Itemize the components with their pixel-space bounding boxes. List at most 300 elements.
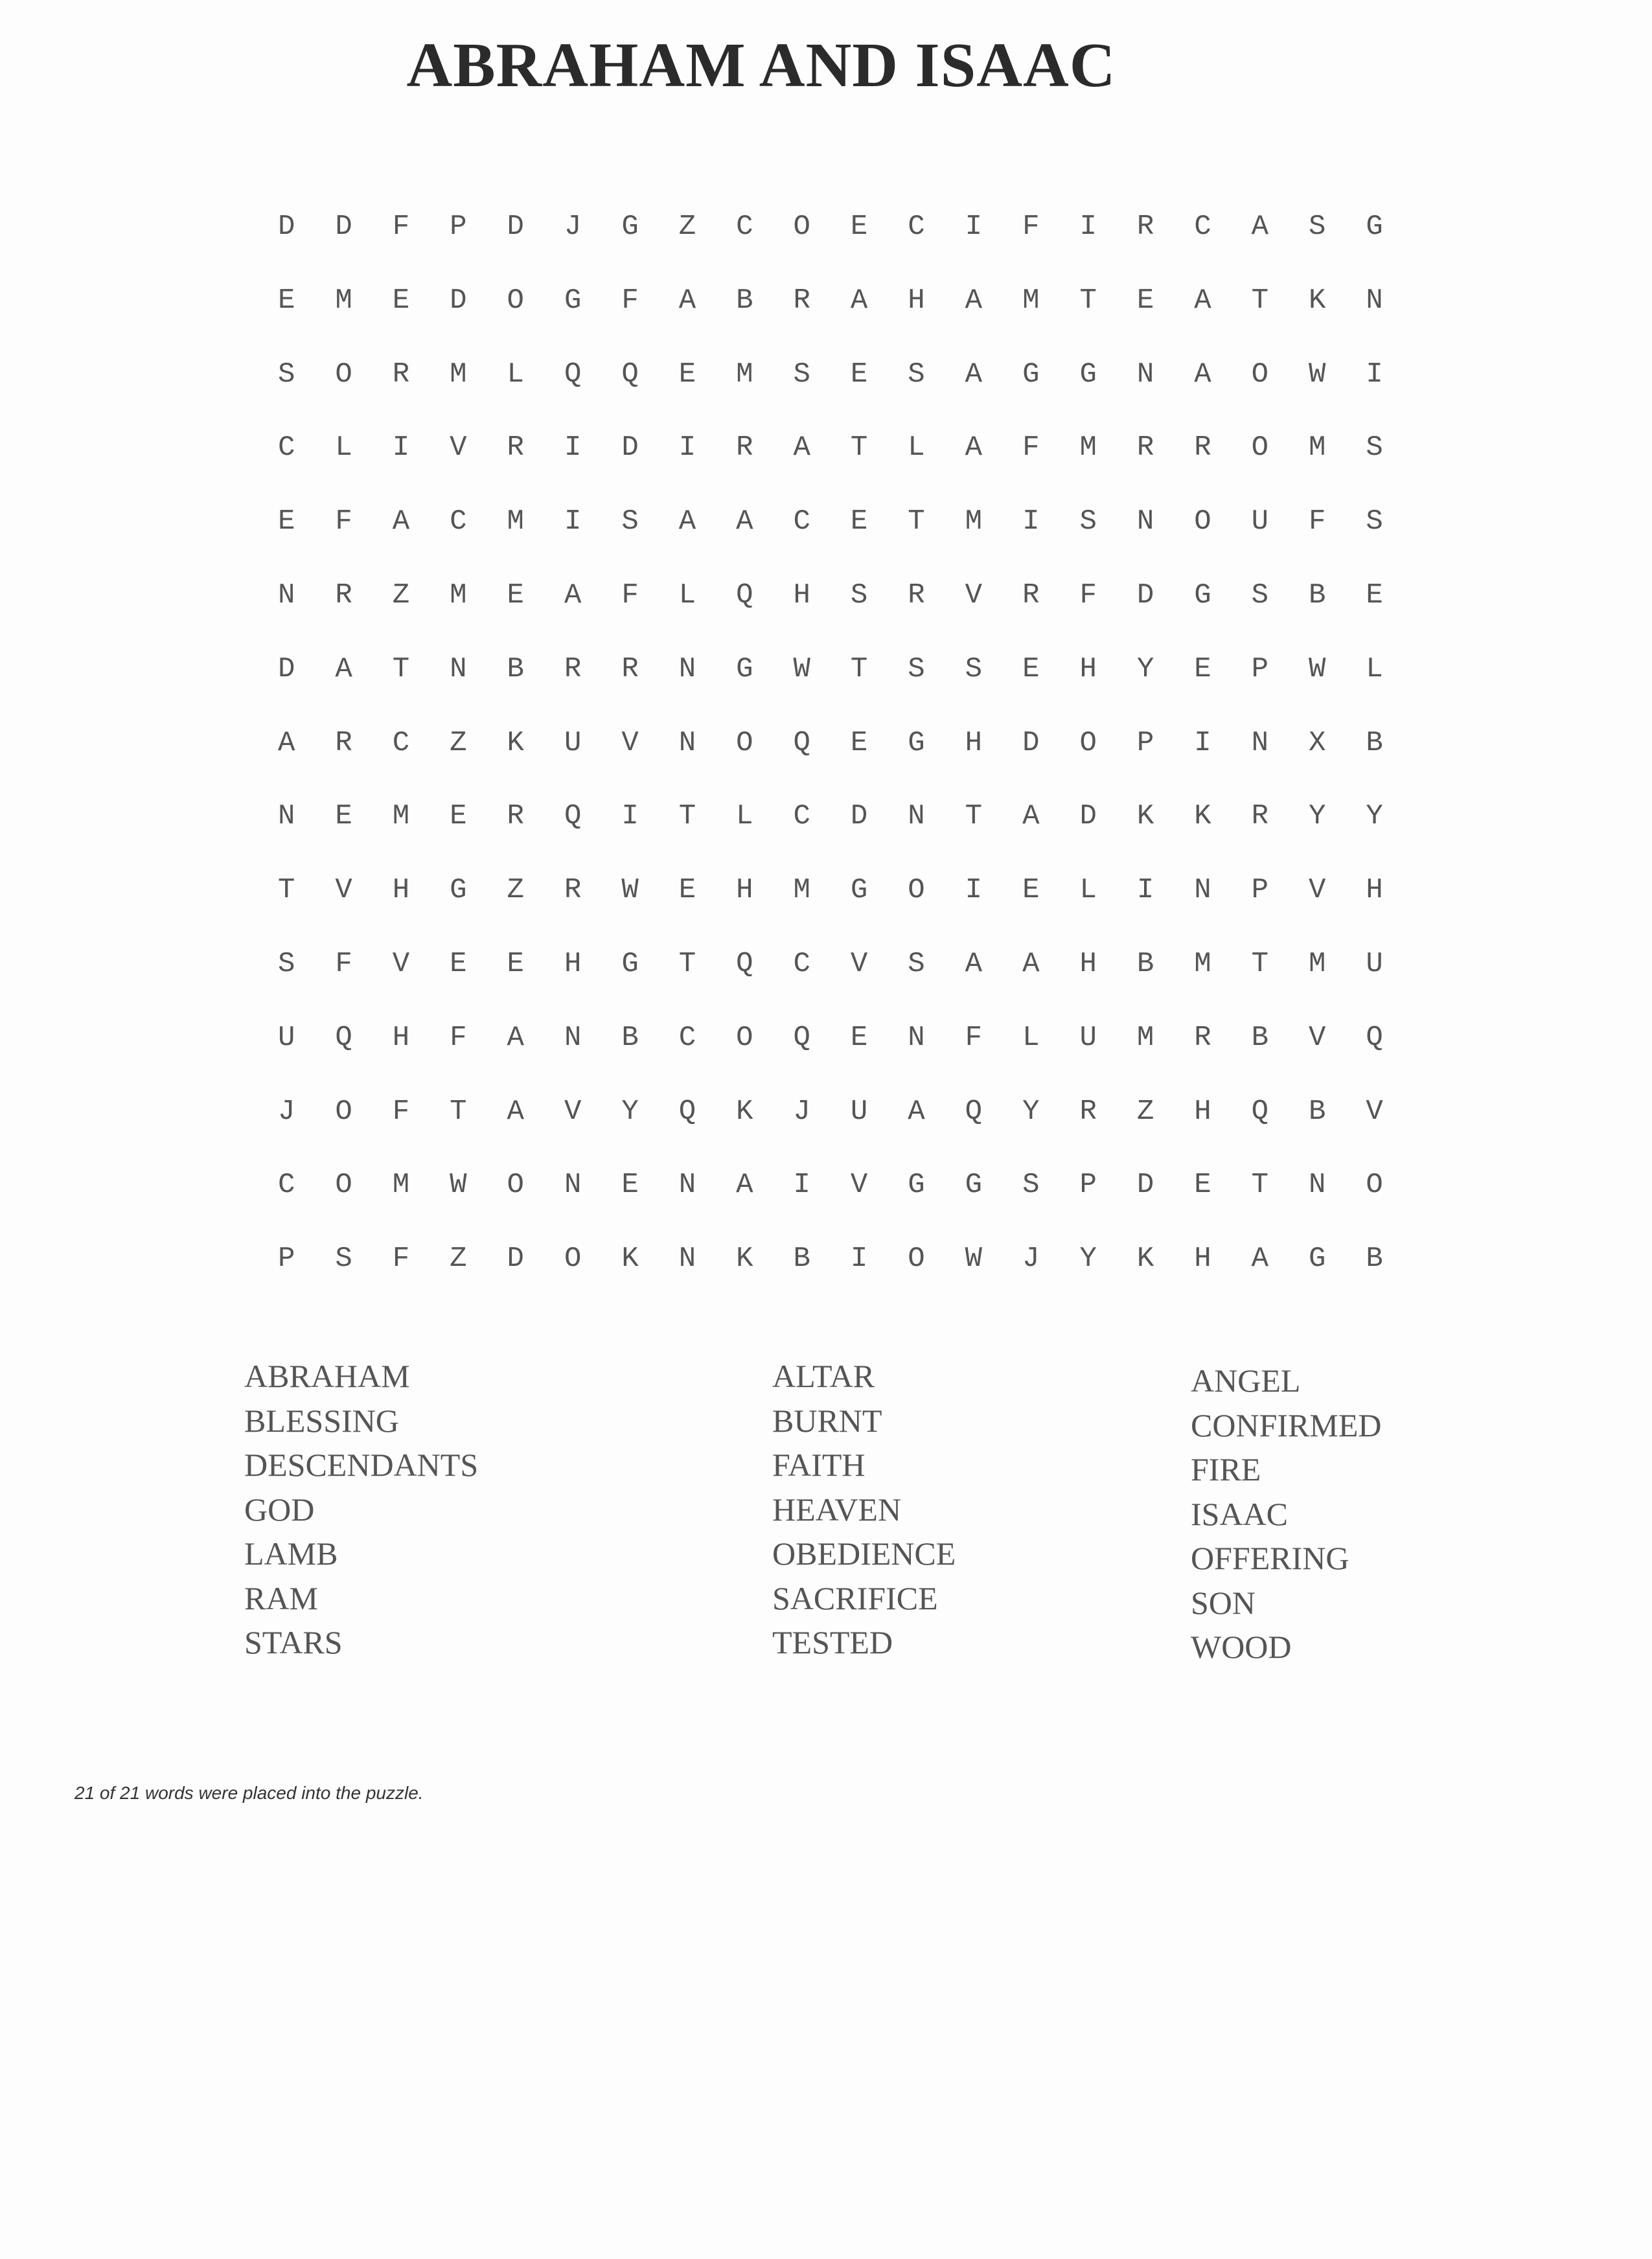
grid-letter: Z [507, 874, 524, 907]
grid-letter: N [908, 1021, 925, 1054]
grid-letter: Z [450, 726, 467, 759]
grid-letter: G [564, 284, 582, 317]
grid-letter: R [507, 431, 524, 464]
grid-letter: U [1251, 505, 1269, 538]
placement-note: 21 of 21 words were placed into the puzzle. [75, 1783, 424, 1803]
grid-letter: Y [1309, 800, 1326, 833]
word-list-item: ALTAR [772, 1358, 875, 1394]
grid-letter: Q [1366, 1021, 1383, 1054]
grid-letter: I [392, 431, 410, 464]
grid-letter: K [621, 1243, 639, 1276]
grid-letter: E [850, 726, 868, 759]
grid-letter: W [1309, 652, 1326, 685]
grid-letter: M [1309, 947, 1326, 980]
grid-letter: N [277, 800, 295, 833]
grid-letter: C [277, 431, 295, 464]
grid-letter: F [392, 1095, 410, 1128]
grid-letter: K [507, 726, 524, 759]
grid-letter: L [507, 358, 524, 391]
grid-letter: S [908, 947, 925, 980]
word-list-item: LAMB [244, 1535, 338, 1572]
grid-letter: O [1251, 358, 1269, 391]
word-list-item: ISAAC [1191, 1495, 1289, 1532]
grid-letter: O [1366, 1169, 1383, 1202]
grid-letter: R [1079, 1095, 1097, 1128]
grid-letter: M [1022, 284, 1040, 317]
grid-letter: Y [1136, 652, 1154, 685]
grid-letter: R [1022, 579, 1040, 612]
grid-letter: K [736, 1243, 753, 1276]
grid-letter: S [621, 505, 639, 538]
grid-letter: F [621, 579, 639, 612]
grid-letter: G [1022, 358, 1040, 391]
grid-letter: C [908, 211, 925, 243]
grid-letter: H [908, 284, 925, 317]
grid-letter: A [564, 579, 582, 612]
grid-letter: L [908, 431, 925, 464]
word-list-item: CONFIRMED [1191, 1406, 1382, 1443]
grid-letter: V [965, 579, 983, 612]
grid-letter: O [736, 726, 753, 759]
grid-letter: A [392, 505, 410, 538]
grid-letter: S [335, 1243, 352, 1276]
grid-letter: A [965, 358, 983, 391]
grid-letter: K [1194, 800, 1211, 833]
grid-letter: B [1136, 947, 1154, 980]
grid-letter: A [507, 1095, 524, 1128]
grid-letter: T [678, 800, 696, 833]
grid-letter: M [1079, 431, 1097, 464]
grid-letter: D [1136, 1169, 1154, 1202]
grid-letter: B [1309, 579, 1326, 612]
grid-letter: D [1136, 579, 1154, 612]
grid-letter: S [908, 358, 925, 391]
grid-letter: I [1079, 211, 1097, 243]
grid-letter: R [335, 726, 352, 759]
grid-letter: E [678, 358, 696, 391]
grid-letter: C [277, 1169, 295, 1202]
grid-letter: V [1309, 1021, 1326, 1054]
word-list-item: ANGEL [1191, 1362, 1301, 1399]
grid-letter: Q [793, 726, 810, 759]
grid-letter: Q [793, 1021, 810, 1054]
word-list-column-1 [244, 1354, 478, 1665]
grid-letter: E [507, 579, 524, 612]
grid-letter: N [450, 652, 467, 685]
grid-letter: A [793, 431, 810, 464]
grid-letter: T [965, 800, 983, 833]
word-list-item: TESTED [772, 1624, 893, 1660]
grid-letter: J [277, 1095, 295, 1128]
word-list-item: OFFERING [1191, 1540, 1349, 1576]
grid-letter: T [1251, 1169, 1269, 1202]
grid-letter: S [1366, 431, 1383, 464]
grid-letter: M [1309, 431, 1326, 464]
grid-letter: E [277, 505, 295, 538]
grid-letter: D [277, 652, 295, 685]
grid-letter: O [1251, 431, 1269, 464]
grid-letter: L [1366, 652, 1383, 685]
page-title: ABRAHAM AND ISAAC [406, 30, 1116, 100]
grid-letter: S [277, 947, 295, 980]
grid-letter: C [1194, 211, 1211, 243]
word-list-item: WOOD [1191, 1629, 1292, 1665]
grid-letter: L [678, 579, 696, 612]
grid-letter: A [1194, 284, 1211, 317]
grid-letter: A [277, 726, 295, 759]
grid-letter: Y [621, 1095, 639, 1128]
grid-letter: O [908, 874, 925, 907]
word-list-item: BURNT [772, 1402, 882, 1439]
word-list-column-2 [772, 1354, 956, 1665]
grid-letter: Q [678, 1095, 696, 1128]
word-list-item: RAM [244, 1579, 318, 1616]
word-list-item: OBEDIENCE [772, 1535, 956, 1572]
grid-letter: F [621, 284, 639, 317]
grid-letter: T [450, 1095, 467, 1128]
grid-letter: T [908, 505, 925, 538]
grid-letter: L [1022, 1021, 1040, 1054]
grid-letter: E [850, 505, 868, 538]
grid-letter: T [1251, 947, 1269, 980]
grid-letter: R [793, 284, 810, 317]
grid-letter: T [1251, 284, 1269, 317]
grid-letter: A [736, 1169, 753, 1202]
grid-letter: A [507, 1021, 524, 1054]
grid-letter: J [564, 211, 582, 243]
grid-letter: A [1251, 211, 1269, 243]
grid-letter: F [392, 211, 410, 243]
grid-letter: H [392, 1021, 410, 1054]
grid-letter: G [1194, 579, 1211, 612]
grid-letter: Z [678, 211, 696, 243]
word-list-item: DESCENDANTS [244, 1447, 479, 1483]
grid-letter: P [450, 211, 467, 243]
grid-letter: O [335, 1095, 352, 1128]
grid-letter: H [1079, 652, 1097, 685]
grid-letter: T [1079, 284, 1097, 317]
grid-letter: N [1136, 505, 1154, 538]
grid-letter: D [1022, 726, 1040, 759]
grid-letter: M [335, 284, 352, 317]
grid-letter: B [1366, 1243, 1383, 1276]
grid-letter: Z [392, 579, 410, 612]
grid-letter: O [507, 284, 524, 317]
grid-letter: A [335, 652, 352, 685]
grid-letter: O [1079, 726, 1097, 759]
grid-letter: M [965, 505, 983, 538]
grid-letter: M [450, 579, 467, 612]
grid-letter: E [335, 800, 352, 833]
word-list-item: FIRE [1191, 1451, 1261, 1487]
grid-letter: N [1194, 874, 1211, 907]
grid-letter: C [793, 947, 810, 980]
grid-letter: T [277, 874, 295, 907]
grid-letter: A [736, 505, 753, 538]
grid-letter: H [965, 726, 983, 759]
grid-letter: H [564, 947, 582, 980]
grid-letter: Z [1136, 1095, 1154, 1128]
grid-letter: A [908, 1095, 925, 1128]
grid-letter: E [1194, 652, 1211, 685]
grid-letter: N [564, 1021, 582, 1054]
grid-letter: H [392, 874, 410, 907]
grid-letter: R [392, 358, 410, 391]
grid-letter: M [450, 358, 467, 391]
word-search-grid [258, 207, 1403, 1313]
grid-letter: Q [564, 800, 582, 833]
grid-letter: R [908, 579, 925, 612]
grid-letter: P [1136, 726, 1154, 759]
grid-letter: S [1079, 505, 1097, 538]
grid-letter: Q [965, 1095, 983, 1128]
grid-letter: N [1366, 284, 1383, 317]
grid-letter: O [1194, 505, 1211, 538]
grid-letter: A [965, 947, 983, 980]
grid-letter: F [1022, 431, 1040, 464]
grid-letter: G [1309, 1243, 1326, 1276]
grid-letter: U [1366, 947, 1383, 980]
grid-letter: Z [450, 1243, 467, 1276]
grid-letter: V [450, 431, 467, 464]
grid-letter: E [850, 358, 868, 391]
grid-letter: D [850, 800, 868, 833]
grid-letter: R [736, 431, 753, 464]
word-list-item: SON [1191, 1584, 1256, 1621]
word-list-item: GOD [244, 1491, 315, 1528]
grid-letter: P [1251, 652, 1269, 685]
grid-letter: W [621, 874, 639, 907]
grid-letter: S [793, 358, 810, 391]
grid-letter: R [564, 652, 582, 685]
grid-letter: T [850, 652, 868, 685]
grid-letter: F [335, 947, 352, 980]
grid-letter: C [793, 800, 810, 833]
grid-letter: U [564, 726, 582, 759]
grid-letter: G [908, 726, 925, 759]
grid-letter: I [850, 1243, 868, 1276]
grid-letter: I [1022, 505, 1040, 538]
word-list-item: HEAVEN [772, 1491, 902, 1528]
grid-letter: U [850, 1095, 868, 1128]
grid-letter: E [850, 211, 868, 243]
grid-letter: Y [1079, 1243, 1097, 1276]
grid-letter: O [507, 1169, 524, 1202]
grid-letter: R [1251, 800, 1269, 833]
grid-letter: Q [736, 579, 753, 612]
grid-letter: N [678, 1243, 696, 1276]
grid-letter: K [736, 1095, 753, 1128]
grid-letter: I [564, 505, 582, 538]
grid-letter: B [736, 284, 753, 317]
grid-letter: A [1251, 1243, 1269, 1276]
grid-letter: Q [736, 947, 753, 980]
grid-letter: E [678, 874, 696, 907]
grid-letter: J [793, 1095, 810, 1128]
grid-letter: S [1022, 1169, 1040, 1202]
grid-letter: F [965, 1021, 983, 1054]
grid-letter: P [1079, 1169, 1097, 1202]
grid-letter: R [335, 579, 352, 612]
grid-letter: M [793, 874, 810, 907]
grid-letter: V [1309, 874, 1326, 907]
grid-letter: R [564, 874, 582, 907]
grid-letter: C [450, 505, 467, 538]
grid-letter: V [392, 947, 410, 980]
grid-letter: G [736, 652, 753, 685]
word-list-column-3 [1191, 1359, 1381, 1669]
grid-letter: M [507, 505, 524, 538]
grid-letter: M [736, 358, 753, 391]
grid-letter: A [850, 284, 868, 317]
grid-letter: I [793, 1169, 810, 1202]
grid-letter: R [1194, 1021, 1211, 1054]
grid-letter: E [1022, 874, 1040, 907]
grid-letter: H [736, 874, 753, 907]
grid-letter: E [1194, 1169, 1211, 1202]
grid-letter: Q [564, 358, 582, 391]
grid-letter: V [850, 947, 868, 980]
grid-letter: C [736, 211, 753, 243]
grid-letter: N [908, 800, 925, 833]
grid-letter: S [1309, 211, 1326, 243]
grid-letter: G [908, 1169, 925, 1202]
grid-letter: X [1309, 726, 1326, 759]
grid-letter: G [1366, 211, 1383, 243]
grid-letter: A [1022, 800, 1040, 833]
grid-letter: D [450, 284, 467, 317]
grid-letter: W [450, 1169, 467, 1202]
grid-letter: B [1309, 1095, 1326, 1128]
grid-letter: E [507, 947, 524, 980]
grid-letter: R [621, 652, 639, 685]
grid-letter: N [678, 1169, 696, 1202]
grid-letter: H [1366, 874, 1383, 907]
grid-letter: C [678, 1021, 696, 1054]
grid-letter: D [621, 431, 639, 464]
word-list-item: STARS [244, 1624, 343, 1660]
grid-letter: R [1136, 431, 1154, 464]
grid-letter: R [1136, 211, 1154, 243]
grid-letter: G [1079, 358, 1097, 391]
grid-letter: V [1366, 1095, 1383, 1128]
grid-letter: B [621, 1021, 639, 1054]
grid-letter: K [1309, 284, 1326, 317]
grid-letter: D [1079, 800, 1097, 833]
grid-letter: W [965, 1243, 983, 1276]
grid-letter: I [678, 431, 696, 464]
grid-letter: N [1251, 726, 1269, 759]
grid-letter: Q [1251, 1095, 1269, 1128]
grid-letter: N [678, 652, 696, 685]
grid-letter: D [507, 211, 524, 243]
grid-letter: S [1251, 579, 1269, 612]
grid-letter: T [392, 652, 410, 685]
grid-letter: I [965, 211, 983, 243]
grid-letter: E [277, 284, 295, 317]
grid-letter: F [450, 1021, 467, 1054]
grid-letter: H [793, 579, 810, 612]
grid-letter: C [793, 505, 810, 538]
grid-letter: M [392, 800, 410, 833]
grid-letter: H [1194, 1243, 1211, 1276]
grid-letter: S [1366, 505, 1383, 538]
grid-letter: U [277, 1021, 295, 1054]
grid-letter: B [507, 652, 524, 685]
grid-letter: I [621, 800, 639, 833]
grid-letter: M [392, 1169, 410, 1202]
grid-letter: D [277, 211, 295, 243]
grid-letter: D [335, 211, 352, 243]
grid-letter: V [850, 1169, 868, 1202]
grid-letter: I [965, 874, 983, 907]
grid-letter: M [1194, 947, 1211, 980]
grid-letter: O [736, 1021, 753, 1054]
grid-letter: E [450, 947, 467, 980]
grid-letter: O [793, 211, 810, 243]
grid-letter: W [793, 652, 810, 685]
grid-letter: S [908, 652, 925, 685]
grid-letter: K [1136, 800, 1154, 833]
grid-letter: Q [621, 358, 639, 391]
grid-letter: N [1309, 1169, 1326, 1202]
grid-letter: Y [1022, 1095, 1040, 1128]
grid-letter: P [277, 1243, 295, 1276]
grid-letter: I [1366, 358, 1383, 391]
grid-letter: I [564, 431, 582, 464]
grid-letter: H [1194, 1095, 1211, 1128]
grid-letter: S [850, 579, 868, 612]
grid-letter: O [564, 1243, 582, 1276]
grid-letter: B [1251, 1021, 1269, 1054]
grid-letter: J [1022, 1243, 1040, 1276]
grid-letter: E [621, 1169, 639, 1202]
grid-letter: Y [1366, 800, 1383, 833]
grid-letter: E [1022, 652, 1040, 685]
grid-letter: M [1136, 1021, 1154, 1054]
grid-letter: T [678, 947, 696, 980]
grid-letter: V [564, 1095, 582, 1128]
grid-letter: D [507, 1243, 524, 1276]
word-list-item: BLESSING [244, 1402, 399, 1439]
grid-letter: I [1194, 726, 1211, 759]
word-list-item: ABRAHAM [244, 1358, 410, 1394]
grid-letter: N [277, 579, 295, 612]
grid-letter: A [678, 284, 696, 317]
grid-letter: O [335, 1169, 352, 1202]
word-list-item: FAITH [772, 1447, 866, 1483]
grid-letter: L [335, 431, 352, 464]
grid-letter: P [1251, 874, 1269, 907]
word-list-item: SACRIFICE [772, 1579, 938, 1616]
grid-letter: U [1079, 1021, 1097, 1054]
grid-letter: G [450, 874, 467, 907]
grid-letter: N [564, 1169, 582, 1202]
grid-letter: A [965, 284, 983, 317]
grid-letter: E [850, 1021, 868, 1054]
grid-letter: A [1022, 947, 1040, 980]
grid-letter: V [621, 726, 639, 759]
grid-letter: O [908, 1243, 925, 1276]
grid-letter: B [793, 1243, 810, 1276]
grid-letter: G [621, 211, 639, 243]
grid-letter: Q [335, 1021, 352, 1054]
grid-letter: F [1079, 579, 1097, 612]
grid-letter: S [277, 358, 295, 391]
grid-letter: E [1136, 284, 1154, 317]
grid-letter: K [1136, 1243, 1154, 1276]
grid-letter: F [392, 1243, 410, 1276]
